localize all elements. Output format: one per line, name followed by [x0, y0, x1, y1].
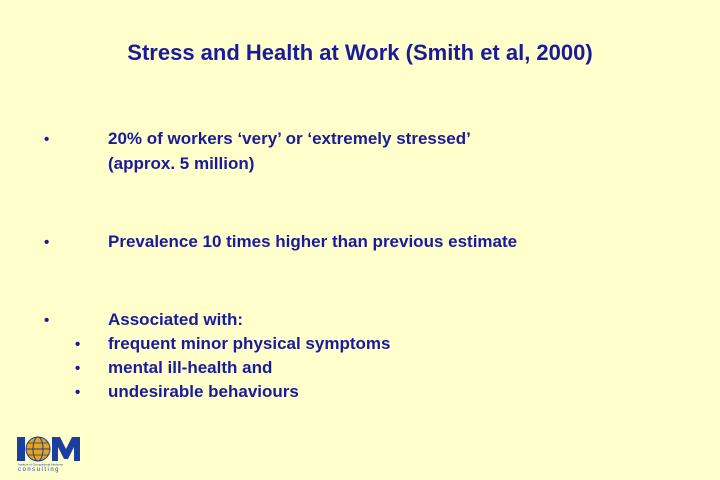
logo-subtitle: consulting	[18, 467, 61, 473]
sub-bullet-text: mental ill-health and	[108, 358, 273, 377]
sub-bullet-marker: •	[75, 336, 81, 353]
sub-bullet-text: undesirable behaviours	[108, 382, 299, 401]
iom-logo-mark	[14, 433, 86, 467]
bullet-marker: •	[44, 234, 50, 251]
svg-text:Institute of Occupational Medi: Institute of Occupational Medicine	[18, 462, 64, 467]
sub-bullet-text: frequent minor physical symptoms	[108, 334, 391, 353]
bullet-text-continued: (approx. 5 million)	[108, 154, 255, 173]
iom-logo	[14, 433, 86, 475]
bullet-marker: •	[44, 131, 50, 148]
bullet-marker: •	[44, 312, 50, 329]
slide-title: Stress and Health at Work (Smith et al, 2000)	[127, 40, 593, 65]
sub-bullet-marker: •	[75, 360, 81, 377]
bullet-text: Prevalence 10 times higher than previous estimate	[108, 232, 518, 251]
bullet-text: 20% of workers ‘very’ or ‘extremely stressed’	[108, 129, 471, 148]
bullet-text: Associated with:	[108, 310, 244, 329]
sub-bullet-marker: •	[75, 384, 81, 401]
